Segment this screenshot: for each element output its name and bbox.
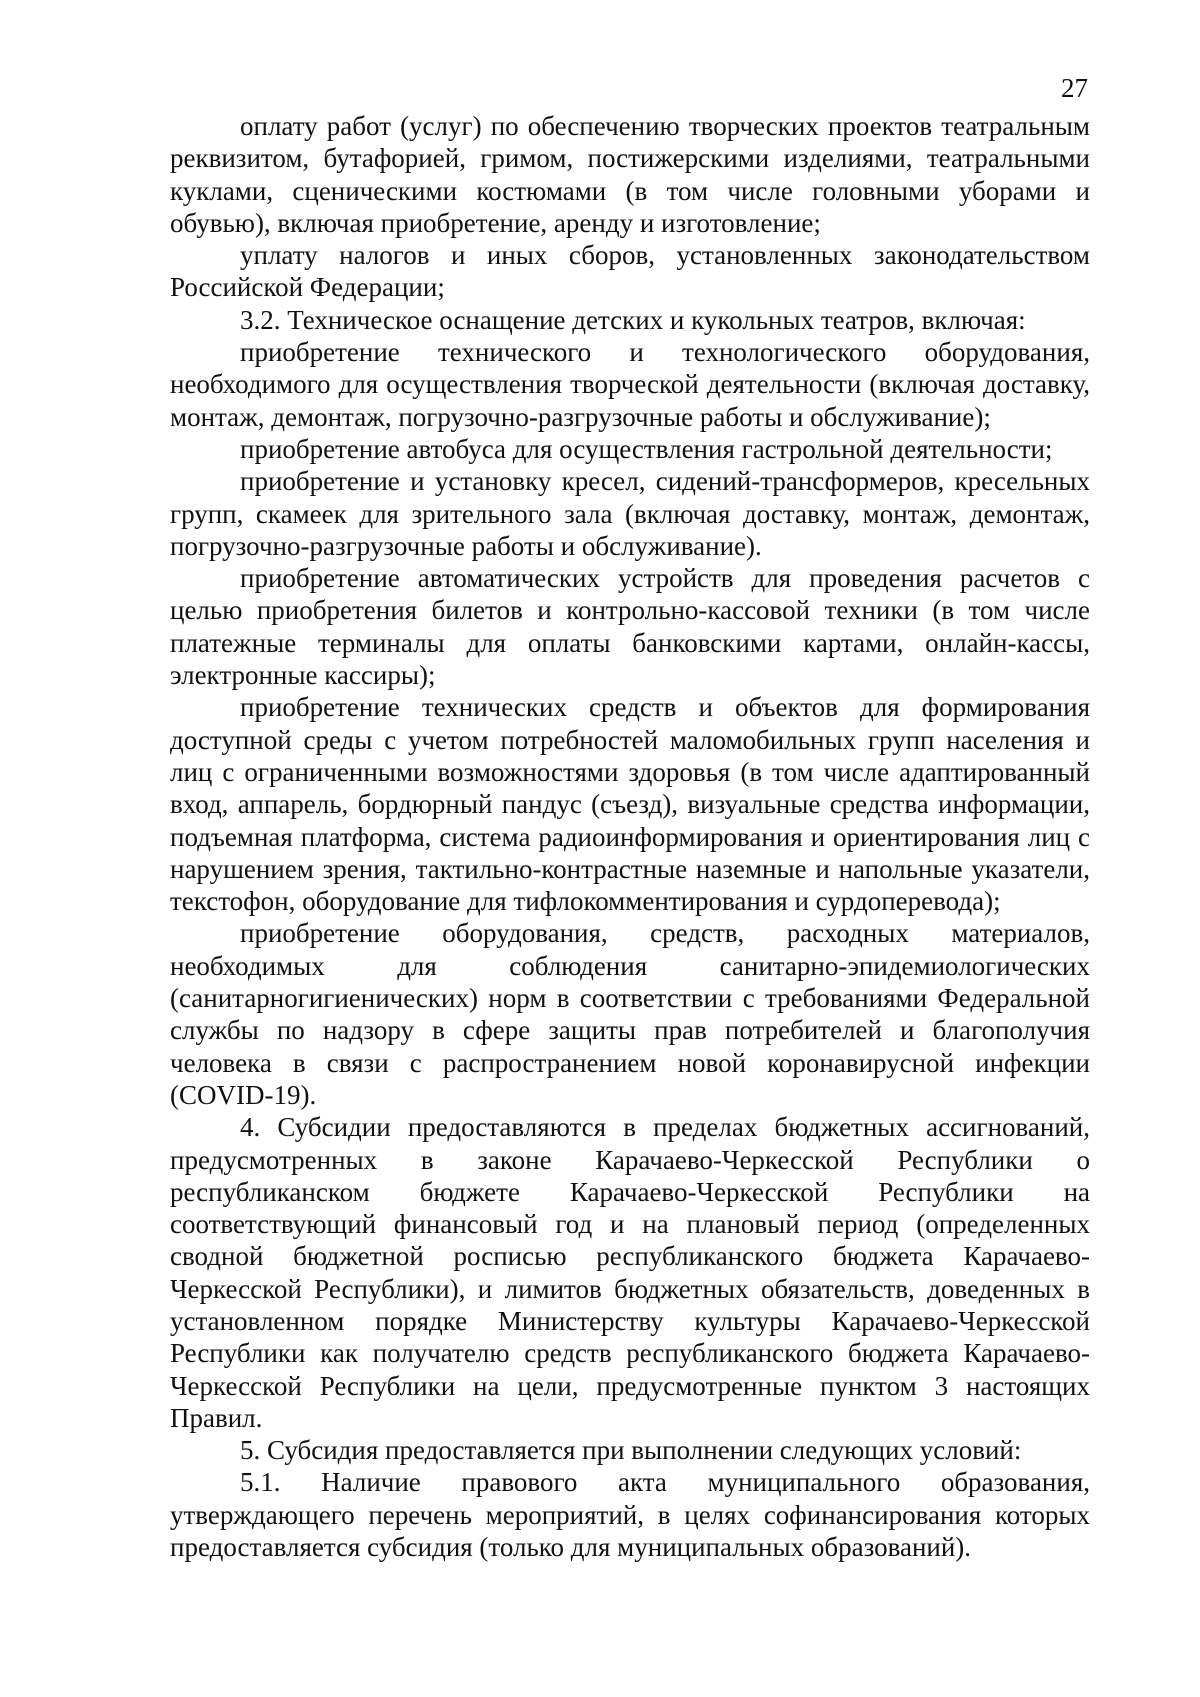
paragraph: оплату работ (услуг) по обеспечению творческих проектов театральным реквизитом, бутафорией, гримом, постижерскими изделиями, театральными куклами, сценическими костюмами (в том числе головными уборами и обувью), включая приобретение, аренду и изготовление; (170, 111, 1090, 238)
paragraph: приобретение автоматических устройств для проведения расчетов с целью приобретения билетов и контрольно-кассовой техники (в том числе платежные терминалы для оплаты банковскими картами, онлайн-кассы, электронные кассиры); (170, 563, 1090, 691)
paragraph: приобретение технических средств и объектов для формирования доступной среды с учетом потребностей маломобильных групп населения и лиц с ограниченными возможностями здоровья (в том числе адаптированный вход, аппарель, бордюрный пандус (съезд), визуальные средства информации, подъемная платформа, система радиоинформирования и ориентирования лиц с нарушением зрения, тактильно-контрастные наземные и напольные указатели, текстофон, оборудование для тифлокомментирования и сурдоперевода); (170, 692, 1090, 917)
document-body (170, 110, 1090, 1563)
paragraph: 4. Субсидии предоставляются в пределах бюджетных ассигнований, предусмотренных в законе Карачаево-Черкесской Республики о республиканском бюджете Карачаево-Черкесской Республики на соответствующий финансовый год и на плановый период (определенных сводной бюджетной росписью республиканского бюджета Карачаево-Черкесской Республики), и лимитов бюджетных обязательств, доведенных в установленном порядке Министерству культуры Карачаево-Черкесской Республики как получателю средств республиканского бюджета Карачаево-Черкесской Республики на цели, предусмотренные пунктом 3 настоящих Правил. (170, 1112, 1090, 1433)
paragraph: приобретение оборудования, средств, расходных материалов, необходимых для соблюдения санитарно-эпидемиологических (санитарногигиенических) норм в соответствии с требованиями Федеральной службы по надзору в сфере защиты прав потребителей и благополучия человека в связи с распространением новой коронавирусной инфекции (COVID-19). (170, 918, 1090, 1110)
paragraph: 5. Субсидия предоставляется при выполнении следующих условий: (240, 1435, 1022, 1466)
paragraph: 5.1. Наличие правового акта муниципального образования, утверждающего перечень мероприятий, в целях софинансирования которых предоставляется субсидия (только для муниципальных образований). (170, 1467, 1090, 1563)
paragraph: приобретение технического и технологического оборудования, необходимого для осуществления творческой деятельности (включая доставку, монтаж, демонтаж, погрузочно-разгрузочные работы и обслуживание); (170, 337, 1090, 432)
paragraph: приобретение и установку кресел, сидений-трансформеров, кресельных групп, скамеек для зрительного зала (включая доставку, монтаж, демонтаж, погрузочно-разгрузочные работы и обслуживание). (170, 466, 1090, 561)
page-number: 27 (1061, 73, 1088, 103)
paragraph: уплату налогов и иных сборов, установленных законодательством Российской Федерации; (170, 240, 1090, 303)
paragraph: 3.2. Техническое оснащение детских и кукольных театров, включая: (240, 304, 1026, 335)
paragraph: приобретение автобуса для осуществления гастрольной деятельности; (240, 433, 1053, 464)
